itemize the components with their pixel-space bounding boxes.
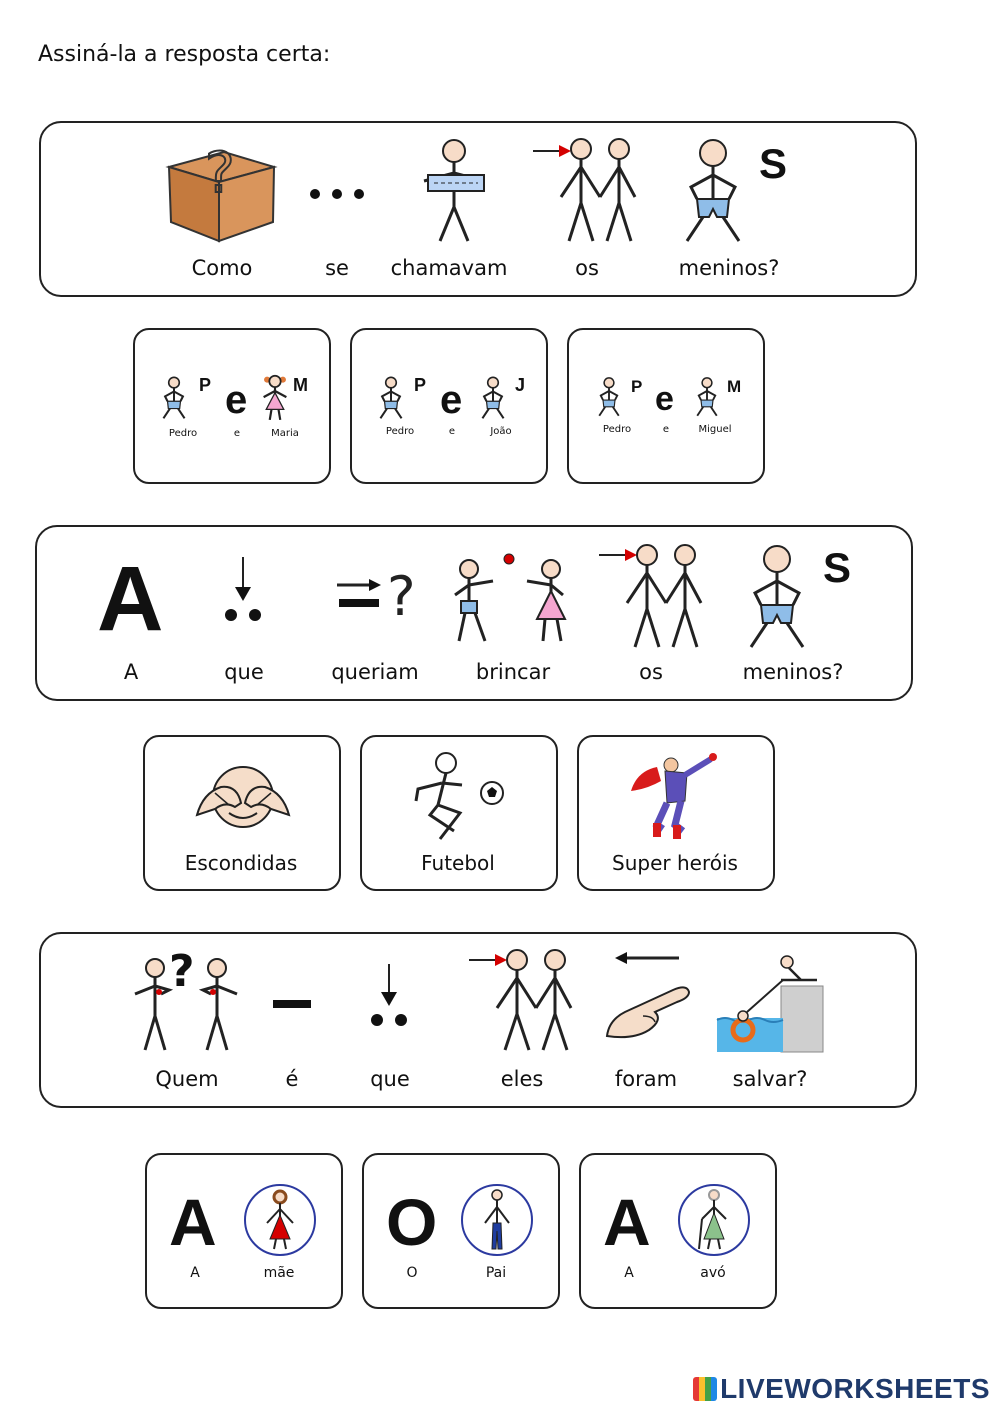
caption-mid: e (662, 424, 670, 435)
they-plural-icon (467, 948, 577, 1058)
want-question-icon (335, 565, 421, 628)
instruction-text: Assiná-la a resposta certa: (38, 42, 331, 67)
q1-word-3: chamavam (390, 256, 508, 280)
caption-right: Miguel (698, 424, 732, 435)
q1-word-4: os (575, 256, 599, 280)
big-letter: A (169, 1185, 217, 1259)
football-player-icon (410, 751, 510, 843)
answer-label: Futebol (421, 851, 495, 875)
answer-2-option-3[interactable] (577, 735, 775, 891)
answer-1-option-1[interactable] (133, 328, 331, 484)
big-letter: A (603, 1185, 651, 1259)
boy-icon (681, 137, 745, 245)
caption-right: mãe (263, 1265, 295, 1281)
superhero-icon (627, 751, 723, 843)
answer-1-option-2[interactable] (350, 328, 548, 484)
brand-text: LIVEWORKSHEETS (720, 1373, 990, 1404)
q1-word-2: se (325, 256, 349, 280)
answer-2-option-1[interactable] (143, 735, 341, 891)
live-logo-icon (693, 1377, 717, 1401)
they-plural-icon (597, 543, 707, 653)
q3-word-1: Quem (155, 1067, 219, 1091)
q3-word-3: que (370, 1067, 410, 1091)
caption-right: Maria (271, 428, 299, 439)
letter-left: P (199, 375, 212, 395)
q2-word-4: brincar (475, 660, 551, 684)
q2-word-2: que (224, 660, 264, 684)
pointing-hand-back-icon (603, 950, 695, 1042)
answer-1-option-3[interactable] (567, 328, 765, 484)
answer-2-option-2[interactable] (360, 735, 558, 891)
q1-word-1: Como (191, 256, 253, 280)
caption-mid: e (233, 428, 241, 439)
svg-text:?: ? (387, 565, 416, 628)
q3-word-4: eles (500, 1067, 544, 1091)
name-tag-figure-icon (416, 137, 496, 245)
boy-small-icon (161, 374, 187, 422)
answer-3-option-2[interactable] (362, 1153, 560, 1309)
caption-left: O (406, 1265, 418, 1281)
rescue-icon (717, 950, 825, 1054)
answer-3-option-1[interactable] (145, 1153, 343, 1309)
grandmother-icon (677, 1183, 751, 1257)
caption-right: Pai (485, 1265, 507, 1281)
boy-small-icon (378, 374, 404, 422)
caption-left: Pedro (385, 426, 415, 437)
q2-word-3: queriam (331, 660, 419, 684)
question-3-box (39, 932, 917, 1108)
mother-icon (243, 1183, 317, 1257)
dash-icon (273, 1000, 313, 1010)
caption-left: Pedro (602, 424, 632, 435)
big-letter: O (386, 1185, 438, 1259)
q3-word-6: salvar? (732, 1067, 808, 1091)
kids-playing-ball-icon (453, 551, 569, 645)
caption-right: João (490, 426, 512, 437)
girl-small-icon (261, 374, 289, 422)
plural-marker: S (823, 544, 852, 591)
q1-word-5: meninos? (678, 256, 780, 280)
caption-mid: e (448, 426, 456, 437)
caption-left: Pedro (168, 428, 198, 439)
answer-label: Escondidas (184, 851, 298, 875)
letter-right: J (515, 375, 526, 395)
conjunction: e (225, 378, 248, 422)
hide-and-seek-icon (195, 763, 291, 833)
conjunction: e (655, 380, 674, 418)
who-question-icon (131, 946, 243, 1056)
q3-word-5: foram (614, 1067, 678, 1091)
boy-icon (745, 543, 809, 651)
svg-text:?: ? (169, 946, 195, 997)
father-icon (460, 1183, 534, 1257)
down-arrow-dots-icon (371, 964, 407, 1028)
plural-marker: S (759, 140, 788, 187)
question-1-box (39, 121, 917, 297)
big-letter-a: A (97, 548, 164, 650)
down-arrow-dots-icon (223, 557, 263, 623)
letter-left: P (414, 375, 427, 395)
liveworksheets-logo (693, 1373, 990, 1405)
boy-small-icon (480, 374, 506, 422)
q2-word-1: A (123, 660, 139, 684)
letter-left: P (631, 377, 643, 396)
answer-3-option-3[interactable] (579, 1153, 777, 1309)
caption-right: avó (700, 1265, 726, 1281)
letter-right: M (727, 377, 742, 396)
q2-word-5: os (639, 660, 663, 684)
ellipsis-icon (309, 187, 365, 201)
letter-right: M (293, 375, 308, 395)
caption-left: A (624, 1265, 634, 1281)
they-plural-icon (531, 135, 641, 245)
q3-word-2: é (285, 1067, 299, 1091)
svg-text:?: ? (205, 141, 235, 206)
boy-small-icon (695, 374, 719, 420)
boy-small-icon (597, 374, 621, 420)
conjunction: e (440, 378, 463, 422)
answer-label: Super heróis (612, 851, 738, 875)
question-box-icon (169, 137, 279, 242)
q2-word-6: meninos? (742, 660, 844, 684)
caption-left: A (190, 1265, 200, 1281)
question-2-box (35, 525, 913, 701)
